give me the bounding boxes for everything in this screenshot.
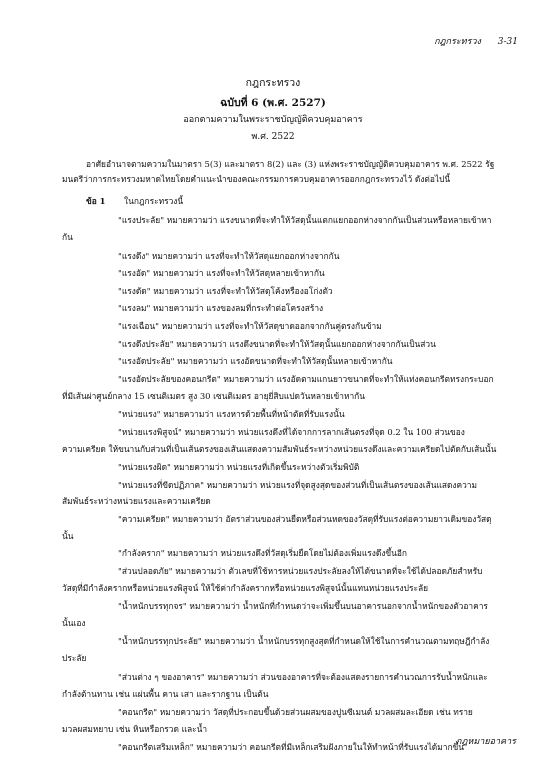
definition-continuation: สัมพันธ์ระหว่างหน่วยแรงและความเครียด — [62, 496, 211, 506]
definition-item: "แรงอัดประลัย" หมายความว่า แรงอัดขนาดที่จะทำให้วัสดุนั้นหลายเข้าหากัน — [118, 356, 393, 366]
definition-continuation: นั้น — [62, 531, 74, 541]
preamble-line: อาศัยอำนาจตามความในมาตรา 5(3) และมาตรา 8(2) และ (3) แห่งพระราชบัญญัติควบคุมอาคาร พ.ศ. 2522 รัฐ — [86, 159, 495, 169]
definition-item: "น้ำหนักบรรทุกประลัย" หมายความว่า น้ำหนักบรรทุกสูงสุดที่กำหนดให้ใช้ในการคำนวณตามทฤษฎีกำลัง — [118, 636, 490, 646]
definition-item: "หน่วยแรงผิด" หมายความว่า หน่วยแรงที่เกิดขึ้นระหว่างตัวเริ่มพิบัติ — [118, 462, 360, 472]
definition-continuation: ความเครียด ให้ขนานกับส่วนที่เป็นเส้นตรงของเส้นแสดงความสัมพันธ์ระหว่างหน่วยแรงดึงและความเครียดไปตัดกับเส้นนั้น — [62, 444, 497, 454]
document-subtitle: ฉบับที่ 6 (พ.ศ. 2527) — [220, 97, 326, 109]
issued-under: ออกตามความในพระราชบัญญัติควบคุมอาคาร — [183, 115, 363, 125]
definition-item: "ส่วนปลอดภัย" หมายความว่า ตัวเลขที่ใช้หารหน่วยแรงประลัยลงให้ได้ขนาดที่จะใช้ได้ปลอดภัยสำหรับ — [118, 566, 483, 576]
definition-item: "แรงประลัย" หมายความว่า แรงขนาดที่จะทำให้วัสดุนั้นแตกแยกออกห่างจากกันเป็นส่วนหรือหลายเข้าหา — [118, 215, 492, 225]
definition-item: "แรงอัดประลัยของคอนกรีต" หมายความว่า แรงอัดตามแกนยาวขนาดที่จะทำให้แท่งคอนกรีตทรงกระบอก — [118, 374, 494, 384]
header-page-number: 3-31 — [497, 37, 518, 47]
definition-continuation: ที่มีเส้นผ่าศูนย์กลาง 15 เซนติเมตร สูง 30 เซนติเมตร อายุยี่สิบแปดวันหลายเข้าหากัน — [62, 391, 365, 401]
definition-continuation: กัน — [62, 232, 73, 242]
preamble-line: มนตรีว่าการกระทรวงมหาดไทยโดยคำแนะนำของคณะกรรมการควบคุมอาคารออกกฎกระทรวงไว้ ดังต่อไปนี้ — [62, 174, 451, 184]
definition-item: "แรงเฉือน" หมายความว่า แรงที่จะทำให้วัสดุขาดออกจากกันคู่ตรงกันข้าม — [118, 321, 382, 331]
definition-item: "ส่วนต่าง ๆ ของอาคาร" หมายความว่า ส่วนของอาคารที่จะต้องแสดงรายการคำนวณการรับน้ำหนักและ — [118, 672, 488, 682]
clause-intro: ในกฎกระทรวงนี้ — [124, 196, 184, 206]
clause-label: ข้อ 1 — [86, 196, 106, 206]
definition-item: "หน่วยแรงพิสูจน์" หมายความว่า หน่วยแรงดึงที่ได้จากการลากเส้นตรงที่จุด 0.2 ใน 100 ส่วนของ — [118, 427, 465, 437]
definition-item: "แรงอัด" หมายความว่า แรงที่จะทำให้วัสดุหลายเข้าหากัน — [118, 268, 325, 278]
definition-item: "แรงลม" หมายความว่า แรงของลมที่กระทำต่อโครงสร้าง — [118, 303, 324, 313]
definition-continuation: ประลัย — [62, 653, 87, 663]
definition-item: "แรงดึงประลัย" หมายความว่า แรงดึงขนาดที่จะทำให้วัสดุนั้นแยกออกห่างจากกันเป็นส่วน — [118, 339, 436, 349]
document-title: กฎกระทรวง — [245, 77, 301, 89]
running-footer: กฎหมายอาคาร — [455, 737, 516, 747]
definition-continuation: วัสดุที่มีกำลังครากหรือหน่วยแรงพิสูจน์ ให้ใช้ค่ากำลังครากหรือหน่วยแรงพิสูจน์นั้นแทนหน่วยแรงประลัย — [62, 583, 428, 593]
definition-item: "คอนกรีตเสริมเหล็ก" หมายความว่า คอนกรีตที่มีเหล็กเสริมฝังภายในให้ทำหน้าที่รับแรงได้มากขึ้น — [118, 742, 464, 752]
definition-continuation: นั้นเอง — [62, 618, 86, 628]
act-year: พ.ศ. 2522 — [251, 132, 295, 142]
definition-item: "น้ำหนักบรรทุกจร" หมายความว่า น้ำหนักที่กำหนดว่าจะเพิ่มขึ้นบนอาคารนอกจากน้ำหนักของตัวอาคาร — [118, 601, 488, 611]
header-section: กฎกระทรวง — [434, 37, 481, 47]
running-header — [420, 34, 518, 48]
definition-item: "ความเครียด" หมายความว่า อัตราส่วนของส่วนยืดหรือส่วนหดของวัสดุที่รับแรงต่อความยาวเดิมของวัสดุ — [118, 514, 492, 524]
definition-item: "แรงดึง" หมายความว่า แรงที่จะทำให้วัสดุแยกออกห่างจากกัน — [118, 251, 340, 261]
definition-item: "คอนกรีต" หมายความว่า วัสดุที่ประกอบขึ้นด้วยส่วนผสมของปูนซีเมนต์ มวลผสมละเอียด เช่น ทราย — [118, 707, 473, 717]
definition-continuation: มวลผสมหยาบ เช่น หินหรือกรวด และน้ำ — [62, 724, 208, 734]
definition-item: "หน่วยแรง" หมายความว่า แรงหารด้วยพื้นที่หน้าตัดที่รับแรงนั้น — [118, 409, 345, 419]
definition-item: "กำลังคราก" หมายความว่า หน่วยแรงดึงที่วัสดุเริ่มยืดโดยไม่ต้องเพิ่มแรงดึงขึ้นอีก — [118, 548, 407, 558]
definition-continuation: กำลังต้านทาน เช่น แผ่นพื้น คาน เสา และรากฐาน เป็นต้น — [62, 689, 269, 699]
definition-item: "แรงดัด" หมายความว่า แรงที่จะทำให้วัสดุโค้งหรืองอโก่งตัว — [118, 286, 333, 296]
definition-item: "หน่วยแรงที่ขีดปฏิภาค" หมายความว่า หน่วยแรงที่จุดสูงสุดของส่วนที่เป็นเส้นตรงของเส้นแสดงความ — [118, 480, 478, 490]
